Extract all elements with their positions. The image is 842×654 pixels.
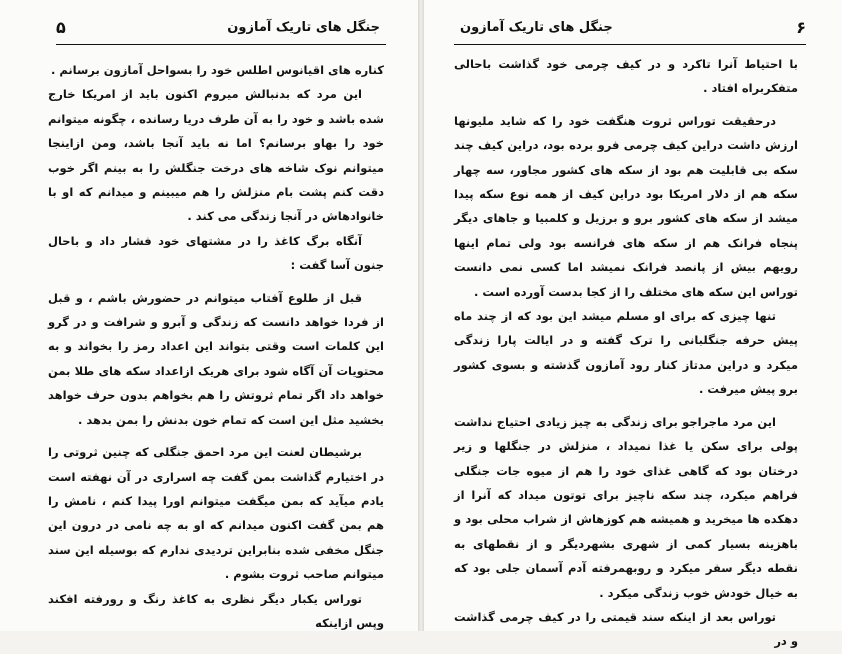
left-page-body xyxy=(48,58,384,635)
paragraph: با احتیاط آنرا تاکرد و در کیف چرمی خود گذاشت باحالی متفکربراه افتاد . xyxy=(454,57,798,96)
paragraph: تنها چیزی که برای او مسلم میشد این بود که از چند ماه پیش حرفه جنگلبانی را ترک گفته و در ایالت پارا زندگی میکرد و دراین مدتاز کنار رود آمازون گذشته و بسوی کشور برو پیش میرفت . xyxy=(454,309,798,397)
paragraph: آنگاه برگ کاغذ را در مشتهای خود فشار داد و باحال جنون آسا گفت : xyxy=(48,233,384,273)
paragraph: قبل از طلوع آفتاب میتوانم در حضورش باشم ، و قبل از فردا خواهد دانست که زندگی و آبرو و شرافت و در گرو این کلمات است وقتی بتواند این اعداد رمز را بخواند و به محتویات آن آگاه شود برای هریک ازاعداد سکه های طلا بمن خواهد داد اگر تمام ثروتش را هم بخواهم بدون حرف خواهد بخشید مثل این است که تمام خون بدنش را بمن بدهد . xyxy=(48,290,384,427)
left-header-rule xyxy=(56,44,386,45)
right-page xyxy=(424,0,842,649)
paragraph: کناره های اقیانوس اطلس خود را بسواحل آمازون برسانم . xyxy=(50,63,384,77)
right-page-body xyxy=(454,52,798,654)
left-page xyxy=(0,0,418,631)
paragraph: این مرد ماجراجو برای زندگی به چیز زیادی احتیاج نداشت پولی برای سکن یا غذا نمیداد ، منزلش در جنگلها و زیر درختان بود که گاهی غذای خود را هم از میوه جات جنگلی فراهم میکرد، چند سکه ناچیز برای توتون میداد که آنرا از دهکده ها میخرید و همیشه هم کوزهاش از شراب محلی بود و باهزینه بسیار کمی از شهری بشهردیگر و از نقطهای به نقطه دیگر سفر میکرد و روبهمرفته آدم آسمان جلی بود که به خیال خودش خوب زندگی میکرد . xyxy=(454,414,798,600)
paragraph: درحقیقت توراس ثروت هنگفت خود را که شاید ملیونها ارزش داشت دراین کیف چرمی فرو برده بود، دراین کیف چند سکه بی قابلیت هم بود از سکه های کشور مجاور، سه چهار سکه هم از دلار امریکا بود دراین کیف از همه نوع سکه پیدا میشد از سکه های کشور برو و برزیل و کلمبیا و جاهای دیگر پنجاه فرانک هم از سکه های فرانسه بود ولی تمام اینها رویهم بیش از پانصد فرانک نمیشد اما کسی نمی دانست توراس این سکه های مختلف را از کجا بدست آورده است . xyxy=(454,113,798,299)
left-page-number: ۵ xyxy=(56,18,66,37)
paragraph: توراس یکبار دیگر نظری به کاغذ رنگ و رورفته افکند وپس ازاینکه xyxy=(48,591,384,630)
right-page-header xyxy=(454,18,806,44)
right-running-title: جنگل های تاریک آمازون xyxy=(460,20,613,35)
paragraph: توراس بعد از اینکه سند قیمتی را در کیف چرمی گذاشت و در xyxy=(454,609,798,649)
right-header-rule xyxy=(454,44,806,45)
paragraph: این مرد که بدنبالش میروم اکنون باید از امریکا خارج شده باشد و خود را به آن طرف دریا رسانده ، چگونه میتوانم خود را بهاو برسانم؟ اما نه باید آنجا باشد، ومن ازاینجا میتوانم نوک شاخه های درخت جنگلش را به بینم اگر خوب دقت کنم پشت بام منزلش را هم میبینم و میدانم که او با خانوادهاش در آنجا زندگی می کند . xyxy=(48,87,384,224)
left-running-title: جنگل های تاریک آمازون xyxy=(227,20,380,35)
left-page-header xyxy=(54,18,386,44)
right-page-number: ۶ xyxy=(796,18,806,37)
paragraph: برشیطان لعنت این مرد احمق جنگلی که چنین ثروتی را در اختیارم گذاشت بمن گفت چه اسراری در آن نهفته است یادم میآید که بمن میگفت میتوانم اورا پیدا کنم ، نامش را هم بمن گفت اکنون میدانم که او به چه نامی در درون این جنگل مخفی شده بنابراین تردیدی ندارم که بوسیله این سند میتوانم صاحب ثروت بشوم . xyxy=(48,445,384,582)
